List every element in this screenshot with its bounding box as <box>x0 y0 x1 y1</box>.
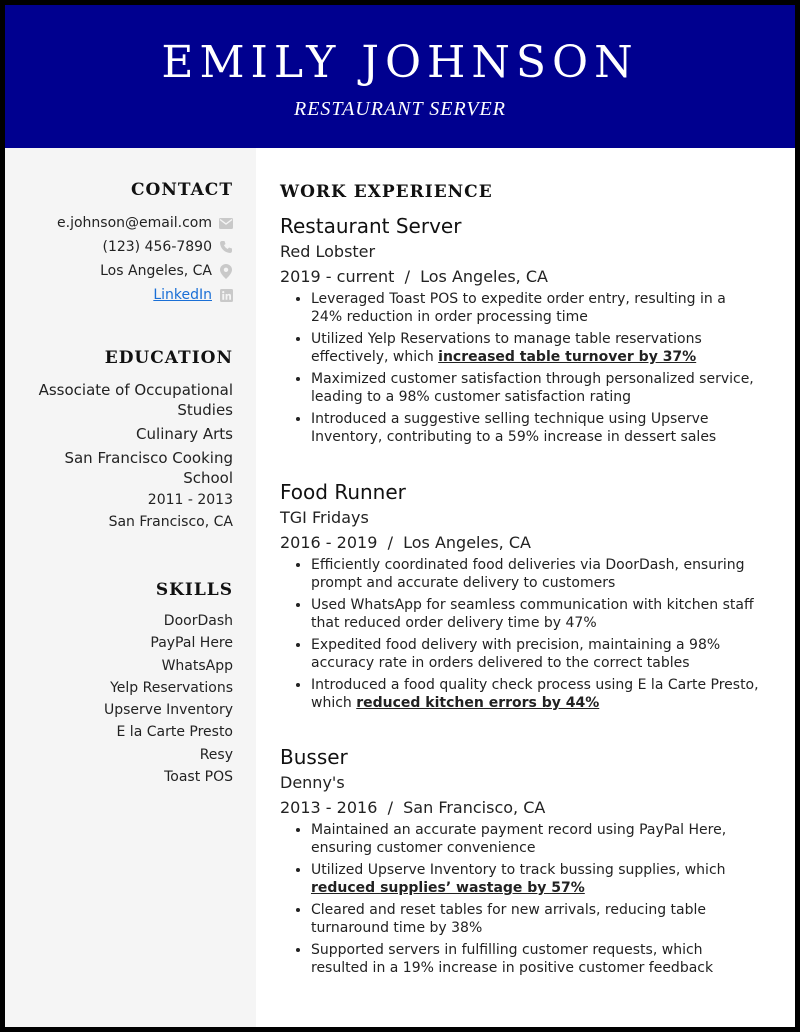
bullet-item <box>311 821 760 857</box>
work-experience-heading: WORK EXPERIENCE <box>280 182 493 202</box>
phone-text: (123) 456-7890 <box>102 239 212 255</box>
job-dates-location <box>280 797 760 819</box>
phone-icon <box>219 240 233 254</box>
bullet-item <box>311 676 760 712</box>
job-dates-location <box>280 266 760 288</box>
skill-item: E la Carte Presto <box>116 724 233 741</box>
bullet-text: Maximized customer satisfaction through personalized service, leading to a 98% customer satisfaction rating <box>311 371 754 405</box>
job-title: Busser <box>280 745 348 769</box>
bullet-item <box>311 290 760 326</box>
job-bullets <box>280 290 760 446</box>
job-location: Los Angeles, CA <box>403 533 531 552</box>
education-major: Culinary Arts <box>136 425 233 443</box>
job-separator: / <box>387 798 393 817</box>
candidate-name: EMILY JOHNSON <box>161 37 639 88</box>
skill-item: Upserve Inventory <box>103 702 233 719</box>
skill-item: Yelp Reservations <box>110 679 233 696</box>
linkedin-icon <box>219 288 233 302</box>
location-text: Los Angeles, CA <box>100 263 212 279</box>
job-entry <box>280 744 760 981</box>
bullet-highlight: reduced kitchen errors by 44% <box>356 695 600 711</box>
bullet-highlight: reduced supplies’ wastage by 57% <box>311 880 585 896</box>
map-pin-icon <box>219 264 233 278</box>
bullet-text: Efficiently coordinated food deliveries via DoorDash, ensuring prompt and accurate delivery to customers <box>311 557 745 591</box>
job-separator: / <box>387 533 393 552</box>
job-bullets <box>280 556 760 712</box>
contact-section <box>13 180 233 307</box>
job-location: Los Angeles, CA <box>420 267 548 286</box>
skill-item: Resy <box>199 746 233 763</box>
education-years: 2011 - 2013 <box>147 492 233 508</box>
bullet-item <box>311 330 760 366</box>
skill-item: DoorDash <box>163 613 233 629</box>
bullet-text: Expedited food delivery with precision, maintaining a 98% accuracy rate in orders delivered to the correct tables <box>311 637 721 671</box>
bullet-text: Maintained an accurate payment record using PayPal Here, ensuring customer convenience <box>311 822 727 856</box>
bullet-item <box>311 556 760 592</box>
bullet-text: Used WhatsApp for seamless communication with kitchen staff that reduced order delivery time by 47% <box>311 597 754 631</box>
sidebar <box>5 148 256 1027</box>
job-dates: 2016 - 2019 <box>280 533 378 552</box>
bullet-item <box>311 596 760 632</box>
bullet-item <box>311 410 760 446</box>
education-degree: Associate of Occupational Studies <box>38 381 233 419</box>
job-dates: 2019 - current <box>280 267 395 286</box>
bullet-text: Utilized Upserve Inventory to track bussing supplies, which <box>311 862 726 878</box>
education-school: San Francisco Cooking School <box>64 449 233 487</box>
job-bullets <box>280 821 760 977</box>
bullet-item <box>311 861 760 897</box>
job-company: Red Lobster <box>280 242 376 261</box>
bullet-text: Supported servers in fulfilling customer requests, which resulted in a 19% increase in positive customer feedback <box>311 942 714 976</box>
linkedin-link[interactable]: LinkedIn <box>153 287 212 303</box>
education-location: San Francisco, CA <box>108 514 233 530</box>
job-separator: / <box>404 267 410 286</box>
bullet-highlight: increased table turnover by 37% <box>438 349 697 365</box>
bullet-text: Leveraged Toast POS to expedite order entry, resulting in a 24% reduction in order processing time <box>311 291 726 325</box>
envelope-icon <box>219 216 233 230</box>
education-section <box>13 348 233 532</box>
resume-header <box>5 5 795 148</box>
job-title: Food Runner <box>280 480 406 504</box>
contact-linkedin-row <box>13 283 233 307</box>
job-location: San Francisco, CA <box>403 798 546 817</box>
bullet-item <box>311 370 760 406</box>
skill-item: PayPal Here <box>150 635 233 652</box>
contact-email-row <box>13 211 233 235</box>
contact-heading: CONTACT <box>131 180 233 200</box>
job-company: TGI Fridays <box>280 508 369 527</box>
job-company: Denny's <box>280 773 345 792</box>
bullet-item <box>311 941 760 977</box>
skills-heading: SKILLS <box>155 580 233 600</box>
education-heading: EDUCATION <box>104 348 233 368</box>
bullet-text: Introduced a suggestive selling technique using Upserve Inventory, contributing to a 59% increase in dessert sales <box>311 411 717 445</box>
bullet-item <box>311 901 760 937</box>
job-dates: 2013 - 2016 <box>280 798 378 817</box>
bullet-text: Introduced a food quality check process using E la Carte Presto, which <box>311 677 759 711</box>
bullet-text: Cleared and reset tables for new arrivals, reducing table turnaround time by 38% <box>311 902 707 936</box>
job-entry <box>280 213 760 450</box>
job-entry <box>280 479 760 716</box>
contact-location-row <box>13 259 233 283</box>
email-text: e.johnson@email.com <box>57 215 212 231</box>
candidate-title: RESTAURANT SERVER <box>294 98 506 120</box>
job-title: Restaurant Server <box>280 214 462 238</box>
contact-phone-row <box>13 235 233 259</box>
bullet-item <box>311 636 760 672</box>
skill-item: WhatsApp <box>161 657 233 674</box>
skills-section <box>13 580 233 788</box>
job-dates-location <box>280 532 760 554</box>
resume-page <box>5 5 795 1027</box>
bullet-text: Utilized Yelp Reservations to manage table reservations effectively, which <box>311 331 702 365</box>
skill-item: Toast POS <box>164 769 233 786</box>
